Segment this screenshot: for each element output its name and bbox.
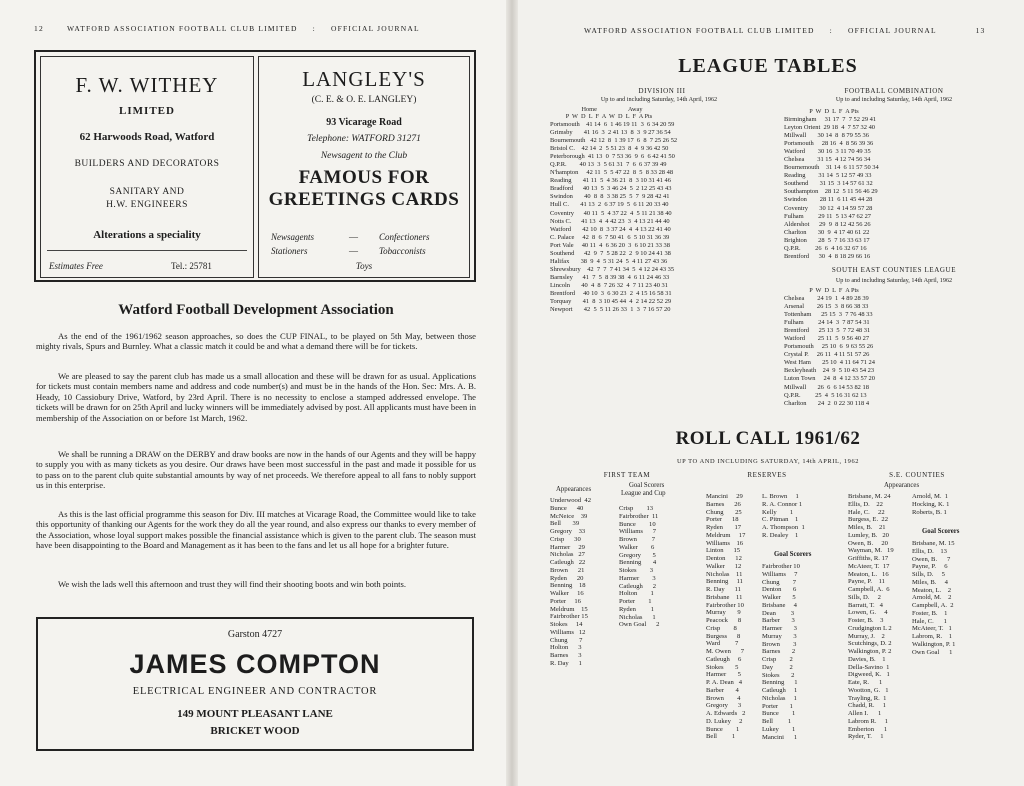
langley-dash-1: — bbox=[349, 232, 358, 242]
article-paragraph-4: As this is the last official programme this season for Div. III matches at Vicarage Road, the Committee would like to take this opportunity of thanking our Agents for the work they do all the year round, and also express our thanks to every member of the Association, whose loyal support makes possible the financial assistance which is given to the parent club. The season must have been disappointing to the Board and Management as it has been to the fans and let us all hope for a brighter future. bbox=[36, 509, 476, 551]
page-header-left bbox=[34, 24, 420, 33]
article-paragraph-5: We wish the lads well this afternoon and trust they will find their shooting boots and win both points. bbox=[58, 579, 407, 589]
langley-newsagent: Newsagent to the Club bbox=[320, 151, 408, 161]
div3-header-1: Home Away bbox=[550, 106, 643, 113]
reserves-appearances: Mancini 29 Barnes 26 Chung 25 Porter 18 Ryden 17 Meldrum 17 Williams 16 Linton 15 Denton 12 Walker 12 Nicholas 11 Benning 11 R. Day 11 Brisbane 11 Fairbrother 10 Murray 9 Peacock 8 Crisp 8 Burgess 8 Ward 7 M. Owen 7 Catleugh 6 Stokes 5 Harmer 5 P. A. Dean 4 Barber 4 Brown 4 Gregory 3 A. Edwards 2 D. Lukey 2 Bunce 1 Bell 1 bbox=[706, 493, 746, 741]
withey-trade-3: H.W. ENGINEERS bbox=[106, 200, 188, 210]
page-header-right bbox=[584, 26, 985, 35]
withey-trade-2: SANITARY AND bbox=[109, 187, 185, 197]
compton-trade: ELECTRICAL ENGINEER AND CONTRACTOR bbox=[132, 686, 378, 697]
south-east-header: P W D L F A Pts bbox=[784, 287, 859, 294]
langley-famous: FAMOUS FOR bbox=[298, 167, 430, 188]
se-counties-other-players: Arnold, M. 1 Hocking, K. 1 Roberts, B. 1 bbox=[912, 493, 950, 516]
compton-name: JAMES COMPTON bbox=[129, 649, 381, 679]
compton-address-1: 149 MOUNT PLEASANT LANE bbox=[177, 708, 333, 720]
header-sep: : bbox=[312, 24, 316, 33]
article-paragraph-3: We shall be running a DRAW on the DERBY and draw books are now in the hands of our Agents and they will be happy to supply you with as many tickets as you desire. Our draws have been most successful in the past and made it possible for us to pass on to the parent club quite substantial amounts by way of net proceeds. We therefore appeal to all fans to nobly support us in this enterprise. bbox=[36, 449, 476, 491]
se-counties-heading: S.E. COUNTIES bbox=[889, 471, 945, 479]
div3-subtitle: Up to and including Saturday, 14th April, 1962 bbox=[600, 96, 718, 103]
langley-name: LANGLEY'S bbox=[302, 67, 426, 91]
reserves-goalscorers-heading: Goal Scorers bbox=[774, 551, 812, 558]
ft-appearances-heading: Appearances bbox=[556, 486, 592, 493]
article-paragraph-1: As the end of the 1961/1962 season approaches, so does the CUP FINAL, to be played on 5th May, between those mighty rivals, Spurs and Burnley. What a classic match it could be and what a demand there will be for tickets. bbox=[36, 331, 476, 352]
compton-advert bbox=[36, 617, 474, 751]
combination-title: FOOTBALL COMBINATION bbox=[844, 87, 944, 95]
page-number: 13 bbox=[975, 26, 986, 35]
combination-table: Birmingham 31 17 7 7 52 29 41 Leyton Orient 29 18 4 7 57 32 40 Millwall 30 14 8 8 79 55 36 Portsmouth 28 16 4 8 56 39 36 Watford 30 16 3 11 70 49 35 Chelsea 31 15 4 12 74 56 34 Bournemouth 31 14 6 11 57 50 34 Reading 31 14 5 12 57 49 33 Southend 31 15 3 14 57 61 32 Southampton 28 12 5 11 56 46 29 Swindon 28 11 6 11 45 44 28 Coventry 30 12 4 14 59 57 28 Fulham 29 11 5 13 47 62 27 Aldershot 29 9 8 12 42 56 26 Charlton 30 9 4 17 40 61 22 Brighton 28 5 7 16 33 63 17 Q.P.R. 26 6 4 16 32 67 16 Brentford 30 4 8 18 29 66 16 bbox=[784, 116, 879, 260]
page-13 bbox=[512, 0, 1024, 786]
south-east-table: Chelsea 24 19 1 4 89 28 39 Arsenal 26 15 3 8 66 38 33 Tottenham 25 15 3 7 76 48 33 Fulham 24 14 3 7 87 54 31 Brentford 25 13 5 7 72 48 31 Watford 25 11 5 9 56 40 27 Portsmouth 25 10 6 9 63 55 26 Crystal P. 26 11 4 11 51 57 26 West Ham 25 10 4 11 64 71 24 Bexleyheath 24 9 5 10 43 54 23 Luton Town 24 8 4 12 33 57 20 Millwall 26 6 6 14 53 82 18 Q.P.R. 25 4 5 16 31 62 13 Charlton 24 2 0 22 30 118 4 bbox=[784, 295, 875, 407]
top-adverts bbox=[34, 50, 476, 282]
first-team-appearances: Underwood 42 Bunce 40 McNeice 39 Bell 39 Gregory 33 Crisp 30 Harmer 29 Nicholas 27 Catleugh 22 Brown 21 Ryden 20 Benning 18 Walker 16 Porter 16 Meldrum 15 Fairbrother 15 Stokes 14 Williams 12 Chung 7 Holton 3 Barnes 3 R. Day 1 bbox=[550, 497, 592, 667]
first-team-heading: FIRST TEAM bbox=[603, 471, 651, 479]
langley-owners: (C. E. & O. E. LANGLEY) bbox=[311, 95, 417, 105]
langley-cards: GREETINGS CARDS bbox=[268, 189, 460, 210]
langley-address: 93 Vicarage Road bbox=[326, 117, 402, 128]
withey-address: 62 Harwoods Road, Watford bbox=[79, 131, 215, 143]
page-number: 12 bbox=[34, 24, 44, 33]
compton-address-2: BRICKET WOOD bbox=[210, 725, 300, 737]
league-tables-title: LEAGUE TABLES bbox=[678, 55, 858, 77]
se-counties-goalscorers: Brisbane, M. 15 Ellis, D. 13 Owen, B. 7 Payne, P. 6 Sills, D. 5 Miles, B. 4 Meaton, L. 2 Arnold, M. 2 Campbell, A. 2 Foster, B. 1 Hale, C. 1 McAteer, T. 1 Labrom, R. 1 Walkington, P. 1 Own Goal 1 bbox=[912, 540, 956, 656]
ft-league-cup-heading: League and Cup bbox=[621, 490, 666, 497]
reserves-other-players: L. Brown 1 R. A. Connor 1 Kelly 1 C. Pitman 1 A. Thompson 1 R. Dealey 1 bbox=[762, 493, 805, 539]
combination-header: P W D L F A Pts bbox=[784, 108, 859, 115]
div3-table: Portsmouth 41 14 6 1 46 19 11 3 6 34 20 59 Grimsby 41 16 3 2 41 13 8 3 9 27 36 54 Bournemouth 42 12 8 1 39 17 6 8 7 25 26 52 Bristol C. 42 14 2 5 51 23 8 4 9 36 42 50 Peterborough 41 13 0 7 53 36 9 6 6 42 41 50 Q.P.R. 40 13 3 5 61 31 7 6 6 37 39 49 N'hampton 42 11 5 5 47 22 8 5 8 33 28 48 Reading 41 11 5 4 36 21 8 3 10 31 41 46 Bradford 40 13 5 3 46 24 5 2 12 25 43 43 Swindon 40 8 8 3 38 25 5 7 9 28 42 41 Hull C. 41 13 2 6 37 19 5 6 11 20 33 40 Coventry 40 11 5 4 37 22 4 5 11 21 38 40 Notts C. 41 13 4 4 42 23 3 4 13 21 44 40 Watford 42 10 8 3 37 24 4 4 13 22 41 40 C. Palace 42 8 6 7 50 41 6 5 10 31 36 39 Port Vale 40 11 4 6 36 20 3 6 10 21 33 38 Southend 42 9 7 5 28 22 2 9 10 24 41 38 Halifax 38 9 4 5 31 24 5 4 11 27 43 36 Shrewsbury 42 7 7 7 41 34 5 4 12 24 43 35 Barnsley 41 7 5 8 39 38 4 6 11 24 46 33 Lincoln 40 4 8 7 26 32 4 7 11 23 40 31 Brentford 40 10 3 6 30 23 2 4 15 16 58 31 Torquay 41 8 3 10 45 44 4 2 14 22 52 29 Newport 42 5 5 11 26 33 1 3 7 16 57 20 bbox=[550, 121, 678, 314]
withey-limited: LIMITED bbox=[119, 105, 175, 117]
reserves-heading: RESERVES bbox=[747, 471, 787, 479]
combination-subtitle: Up to and including Saturday, 14th April, 1962 bbox=[835, 96, 953, 103]
withey-trade-1: BUILDERS AND DECORATORS bbox=[74, 159, 220, 169]
article-paragraph-2: We are pleased to say the parent club has made us a small allocation and these will be drawn for as usual. Applications for tickets must contain members name and address and code number(s) and must be in the hands of the Hon. Sec: Mrs. A. B. Heady, 10 Cassiobury Drive, Watford, by 23rd April. There is no necessity to enclose a stamped addressed envelope. The tickets will be drawn for on 25th April and lucky winners will be immediately advised by post. All applicants must have been in membership of the Association on or before 1st March, 1962. bbox=[36, 371, 476, 423]
div3-header-2: P W D L F A W D L F A Pts bbox=[550, 113, 653, 120]
south-east-subtitle: Up to and including Saturday, 14th April, 1962 bbox=[835, 277, 953, 284]
article-title: Watford Football Development Association bbox=[118, 302, 394, 318]
header-journal: OFFICIAL JOURNAL bbox=[331, 24, 420, 33]
roll-call-title: ROLL CALL 1961/62 bbox=[675, 428, 861, 449]
header-club: WATFORD ASSOCIATION FOOTBALL CLUB LIMITED bbox=[584, 26, 815, 35]
withey-divider bbox=[47, 250, 247, 251]
langley-phone: Telephone: WATFORD 31271 bbox=[307, 134, 421, 144]
se-counties-appearances: Brisbane, M. 24 Ellis, D. 22 Hale, C. 22 Burgess, E. 22 Miles, B. 21 Lumley, B. 20 Owen, B. 20 Wayman, M. 19 Griffiths, R. 17 McAteer, T. 17 Meaton, L. 16 Payne, P. 11 Campbell, A. 6 Sills, D. 2 Barratt, T. 4 Lowen, G. 4 Foster, B. 3 Crudgington L 2 Murray, J. 2 Scutchings, D. 2 Walkington, P. 2 Davies, B. 1 Della-Savino 1 Digweed, K. 1 Eate, R. 1 Wootton, G. 1 Trayling, R. 1 Chadd, R. 1 Allen I. 1 Labrom R. 1 Emberton 1 Ryder, T. 1 bbox=[848, 493, 894, 741]
reserves-goalscorers: Fairbrother 10 Williams 7 Chung 7 Denton 6 Walker 5 Brisbane 4 Dean 3 Barber 3 Harmer 3 Murray 3 Brown 3 Barnes 2 Crisp 2 Day 2 Stokes 2 Benning 1 Catleugh 1 Nicholas 1 Porter 1 Bunce 1 Bell 1 Lukey 1 Mancini 1 bbox=[762, 563, 800, 741]
compton-phone: Garston 4727 bbox=[227, 629, 283, 640]
header-journal: OFFICIAL JOURNAL bbox=[848, 26, 937, 35]
withey-estimates: Estimates Free bbox=[49, 261, 103, 271]
first-team-goalscorers: Crisp 13 Fairbrother 11 Bunce 10 Williams 7 Brown 7 Walker 6 Gregory 5 Benning 4 Stokes 3 Harmer 3 Catleugh 2 Holton 1 Porter 1 Ryden 1 Nicholas 1 Own Goal 2 bbox=[619, 505, 660, 629]
langley-stationers: Stationers bbox=[271, 246, 308, 256]
roll-call-subtitle: UP TO AND INCLUDING SATURDAY, 14th APRIL, 1962 bbox=[676, 458, 860, 465]
header-sep: : bbox=[829, 26, 833, 35]
ft-goalscorers-heading: Goal Scorers bbox=[629, 482, 665, 489]
se-goalscorers-heading: Goal Scorers bbox=[922, 528, 960, 535]
se-appearances-heading: Appearances bbox=[884, 482, 920, 489]
withey-speciality: Alterations a speciality bbox=[93, 229, 201, 241]
langley-tobacconists: Tobacconists bbox=[379, 246, 426, 256]
langley-toys: Toys bbox=[355, 261, 373, 271]
withey-name: F. W. WITHEY bbox=[75, 73, 219, 97]
langley-confectioners: Confectioners bbox=[379, 232, 430, 242]
langley-newsagents: Newsagents bbox=[271, 232, 315, 242]
page-gutter bbox=[506, 0, 518, 786]
withey-advert bbox=[40, 56, 254, 278]
header-club: WATFORD ASSOCIATION FOOTBALL CLUB LIMITED bbox=[66, 24, 298, 33]
div3-title: DIVISION III bbox=[638, 87, 686, 95]
langley-dash-2: — bbox=[349, 246, 358, 256]
south-east-title: SOUTH EAST COUNTIES LEAGUE bbox=[831, 266, 957, 274]
langley-advert bbox=[258, 56, 470, 278]
withey-tel: Tel.: 25781 bbox=[171, 261, 212, 271]
